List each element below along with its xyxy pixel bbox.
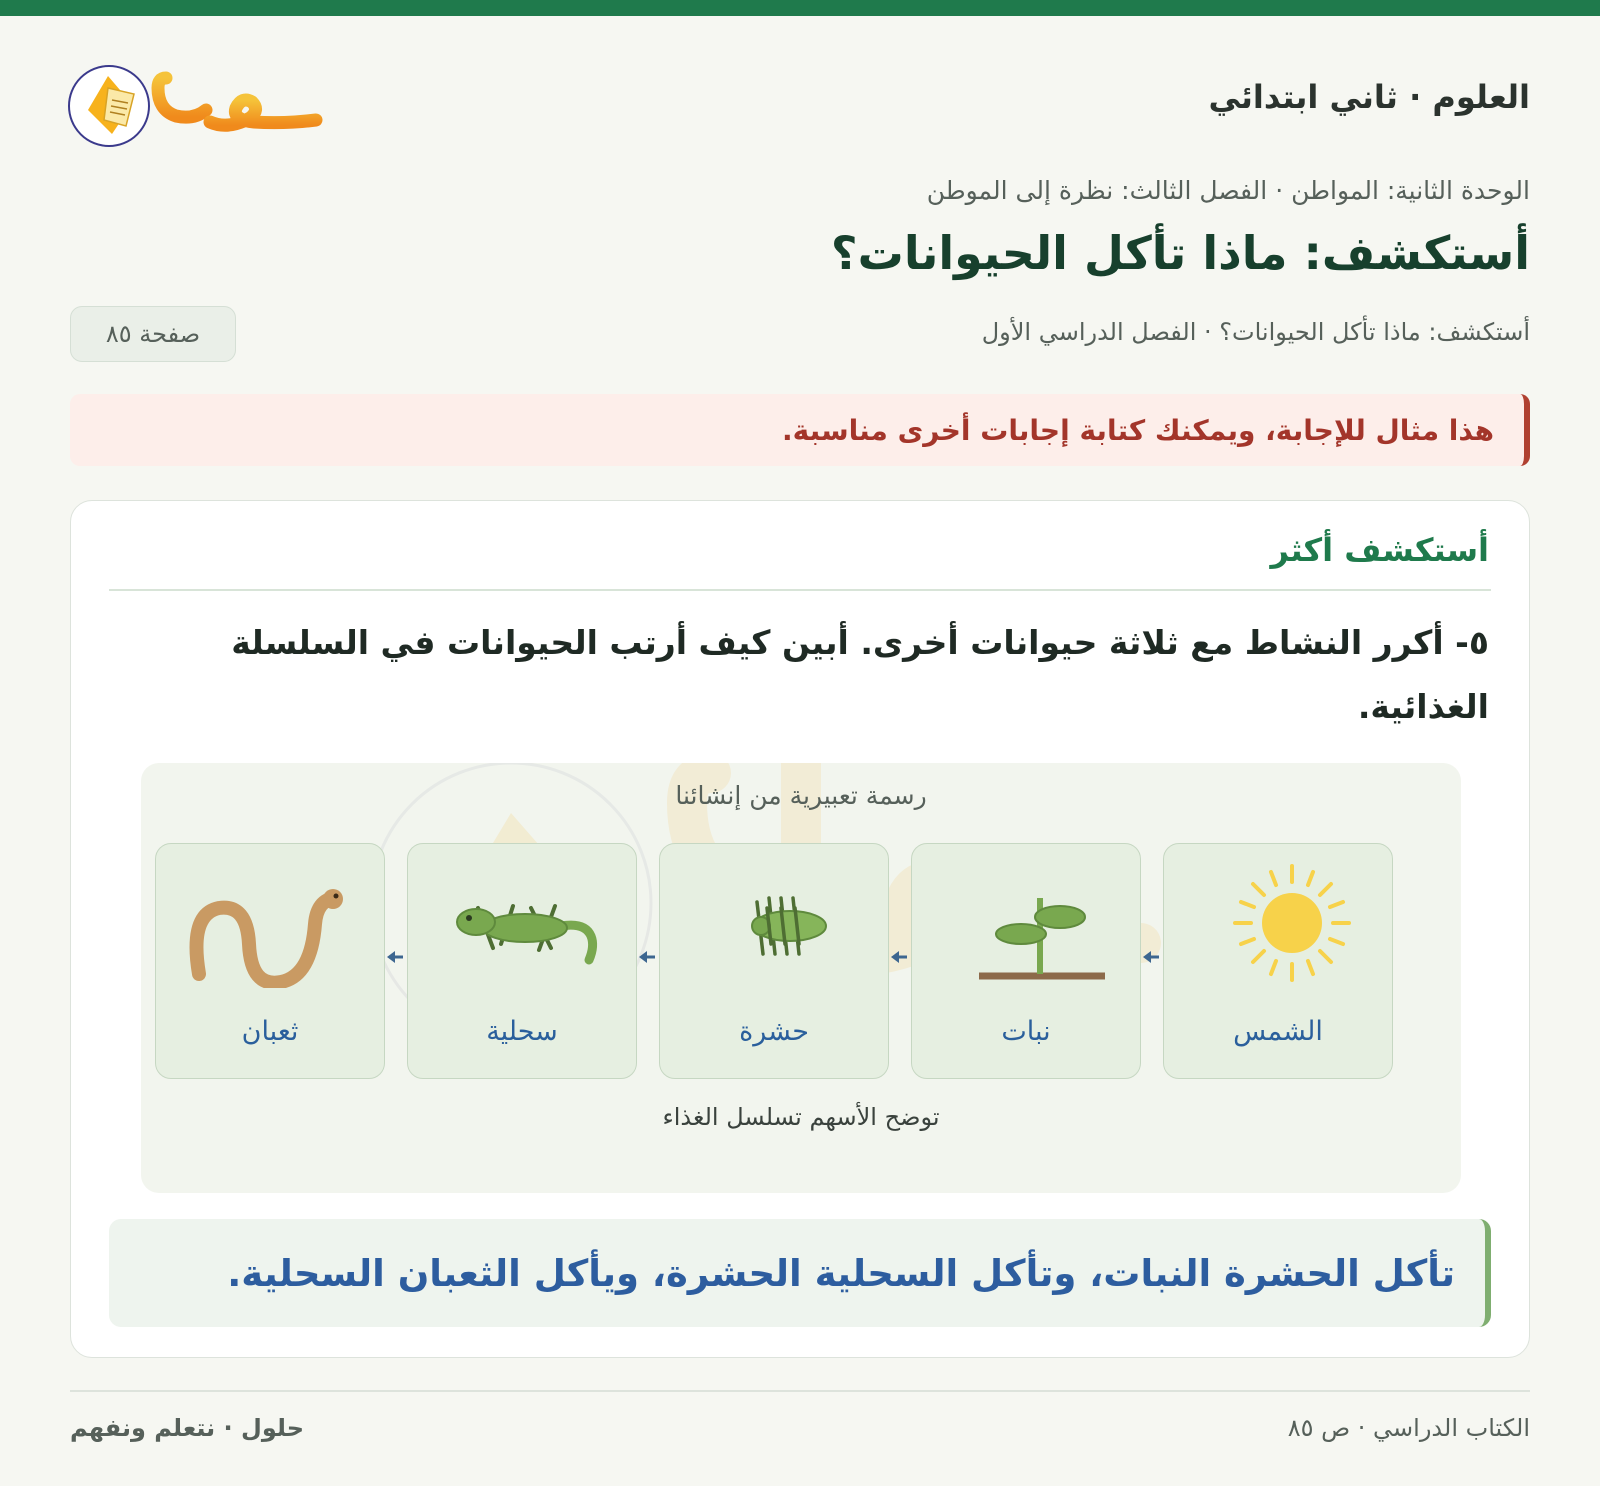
footer-brand-tagline[interactable]: حلول · نتعلم ونفهم	[70, 1414, 304, 1442]
arrow-left-icon	[1141, 947, 1161, 967]
food-chain-illustration	[141, 763, 1461, 1193]
chain-node-sun	[1163, 843, 1393, 1079]
exercise-card	[70, 500, 1530, 1358]
page-title: أستكشف: ماذا تأكل الحيوانات؟	[830, 226, 1530, 280]
hulul-logo[interactable]	[68, 48, 338, 154]
answer-box: تأكل الحشرة النبات، وتأكل السحلية الحشرة، ويأكل الثعبان السحلية.	[109, 1219, 1491, 1327]
lesson-meta: أستكشف: ماذا تأكل الحيوانات؟ · الفصل الدراسي الأول	[981, 318, 1530, 346]
footer-divider	[70, 1390, 1530, 1392]
footer-book-reference: الكتاب الدراسي · ص ٨٥	[1287, 1414, 1530, 1442]
illustration-footnote: توضح الأسهم تسلسل الغذاء	[662, 1103, 940, 1131]
chain-label-lizard: سحلية	[486, 1016, 558, 1047]
illustration-caption: رسمة تعبيرية من إنشائنا	[675, 781, 927, 810]
chain-label-sun: الشمس	[1233, 1016, 1323, 1047]
chain-label-snake: ثعبان	[241, 1016, 299, 1047]
arrow-left-icon	[385, 947, 405, 967]
chain-label-insect: حشرة	[739, 1016, 809, 1047]
lizard-icon	[433, 858, 613, 988]
chain-node-insect	[659, 843, 889, 1079]
top-accent-bar	[0, 0, 1600, 16]
sun-icon	[1189, 858, 1369, 988]
snake-icon	[181, 858, 361, 988]
chain-label-plant: نبات	[1001, 1016, 1051, 1047]
section-divider	[109, 589, 1491, 591]
example-answer-notice: هذا مثال للإجابة، ويمكنك كتابة إجابات أخرى مناسبة.	[70, 394, 1530, 466]
arrow-left-icon	[889, 947, 909, 967]
page-number-badge: صفحة ٨٥	[70, 306, 236, 362]
subject-grade: العلوم · ثاني ابتدائي	[1208, 78, 1530, 116]
plant-icon	[937, 858, 1117, 988]
section-title: أستكشف أكثر	[1270, 531, 1489, 569]
food-chain-row	[161, 843, 1393, 1079]
question-text: ٥- أكرر النشاط مع ثلاثة حيوانات أخرى. أبين كيف أرتب الحيوانات في السلسلة الغذائية.	[231, 623, 1489, 726]
breadcrumb: الوحدة الثانية: المواطن · الفصل الثالث: نظرة إلى الموطن	[926, 176, 1530, 205]
insect-icon	[685, 858, 865, 988]
chain-node-snake	[155, 843, 385, 1079]
logo-graphic	[68, 48, 338, 154]
arrow-left-icon	[637, 947, 657, 967]
chain-node-lizard	[407, 843, 637, 1079]
chain-node-plant	[911, 843, 1141, 1079]
